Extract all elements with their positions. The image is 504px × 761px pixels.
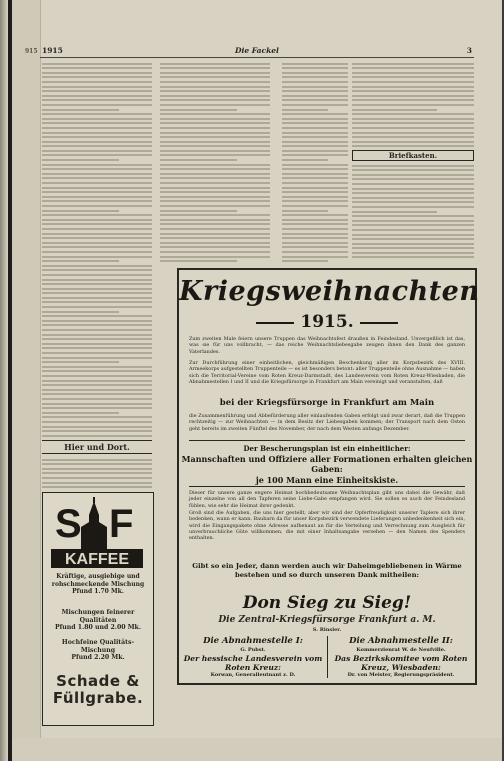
text-line: [160, 118, 270, 120]
text-line: [42, 361, 119, 363]
ad-slogan: [45, 673, 151, 707]
text-column-1-bottom: [42, 456, 152, 490]
text-line: [42, 210, 119, 212]
heading-mannschaften: Mannschaften und Offiziere aller Formationen erhalten gleichen Gaben:: [181, 454, 473, 474]
abnahmestelle-2-heading: Die Abnahmestelle II:: [349, 636, 453, 646]
text-line: [42, 187, 152, 189]
text-line: [352, 188, 474, 190]
text-line: [282, 109, 328, 111]
divider: [189, 486, 465, 487]
text-line: [42, 177, 152, 179]
text-line: [352, 252, 474, 254]
text-line: [282, 196, 348, 198]
text-line: [42, 468, 152, 470]
text-line: [352, 99, 474, 101]
text-line: [282, 214, 348, 216]
text-line: [160, 72, 270, 74]
text-line: [160, 182, 270, 184]
text-line: [282, 233, 348, 235]
text-line: [282, 168, 348, 170]
text-line: [160, 223, 270, 225]
text-line: [282, 191, 348, 193]
text-line: [282, 242, 348, 244]
left-margin-strip: [12, 0, 41, 761]
announcement-year: [179, 312, 475, 332]
text-line: [282, 173, 348, 175]
text-line: [42, 95, 152, 97]
text-line: [282, 219, 348, 221]
text-line: [160, 122, 270, 124]
header-rule: [40, 57, 474, 58]
text-line: [160, 81, 270, 83]
text-line: [42, 136, 152, 138]
text-line: [352, 72, 474, 74]
text-line: [160, 63, 270, 65]
text-line: [160, 127, 270, 129]
text-line: [352, 104, 474, 106]
intro-paragraph: Zum zweiten Male feiern unsere Truppen das Weihnachtsfest draußen in Feindesland. Unvergeßlich ist das, was sie für uns vollbracht, — das reiche Weihnachtsliebesgabe zeugen ihnen den Dank des ganzen Vaterlandes.: [189, 336, 465, 355]
text-line: [42, 205, 152, 207]
text-line: [42, 168, 152, 170]
text-line: [42, 265, 152, 267]
text-line: [42, 329, 152, 331]
text-line: [42, 76, 152, 78]
column-divider: [327, 636, 328, 678]
ad-offer-2-price: Pfund 2.20 Mk.: [71, 654, 125, 662]
text-line: [42, 191, 152, 193]
text-line: [282, 67, 348, 69]
text-line: [42, 389, 152, 391]
text-line: [352, 141, 474, 143]
abnahmestelle-1-name: G. Pubst.: [240, 647, 266, 653]
text-line: [160, 256, 270, 258]
svg-text:F: F: [109, 502, 134, 546]
paragraph-4: Dieser für unsere ganze engere Heimat hochbedeutsame Weihnachtsplan gibt uns dabei die Gewähr, daß jeder einzelne von all den Tapferen seine Liebe-Gabe empfangen wird. Sie sollen es auch der Feindesland fühlen, wie sehr die Heimat ihrer gedenkt.: [189, 490, 465, 509]
text-line: [352, 113, 474, 115]
text-line: [160, 242, 270, 244]
text-line: [282, 127, 348, 129]
text-line: [42, 145, 152, 147]
text-line: [160, 200, 270, 202]
text-line: [352, 192, 474, 194]
text-line: [352, 220, 474, 222]
heading-bescherungsplan: Der Bescherungsplan ist ein einheitlicher:: [243, 444, 411, 453]
text-line: [42, 67, 152, 69]
text-column-4-top: [352, 60, 474, 148]
abnahmestelle-1: [183, 636, 323, 679]
text-line: [42, 324, 152, 326]
text-line: [42, 357, 152, 359]
text-line: [282, 72, 348, 74]
text-line: [42, 274, 152, 276]
text-line: [42, 122, 152, 124]
text-line: [42, 242, 152, 244]
section-hier-label: Hier und Dort.: [64, 442, 130, 452]
text-line: [42, 352, 152, 354]
header-title: Die Fackel: [235, 46, 279, 55]
text-line: [352, 95, 474, 97]
text-line: [282, 86, 348, 88]
abnahmestelle-1-heading: Die Abnahmestelle I:: [203, 636, 303, 646]
text-line: [160, 104, 270, 106]
text-line: [42, 246, 152, 248]
text-line: [42, 86, 152, 88]
text-line: [42, 407, 152, 409]
text-line: [42, 283, 152, 285]
margin-text: 915: [25, 48, 38, 55]
page-header: [40, 46, 480, 56]
text-line: [42, 219, 152, 221]
briefkasten-box: [352, 150, 474, 161]
ad-offer-1-price: Pfund 1.80 und 2.00 Mk.: [54, 624, 141, 632]
text-line: [160, 233, 270, 235]
abnahmestelle-2-name: Kommerzienrat W. de Neufville.: [356, 647, 446, 653]
text-line: [352, 238, 474, 240]
text-line: [282, 95, 348, 97]
text-line: [160, 95, 270, 97]
text-line: [352, 67, 474, 69]
text-line: [352, 86, 474, 88]
text-line: [42, 154, 152, 156]
heading-gibt-so-ein-jeder: Gibt so ein Jeder, dann werden auch wir Daheimgebliebenen in Wärme bestehen und so durch unseren Dank mitheilen:: [192, 562, 462, 579]
text-line: [42, 228, 152, 230]
text-line: [160, 132, 270, 134]
text-column-4-bottom: [352, 162, 474, 262]
text-line: [42, 118, 152, 120]
text-line: [282, 251, 348, 253]
text-line: [160, 168, 270, 170]
year-label: 1915.: [300, 312, 354, 332]
text-line: [42, 477, 152, 479]
text-line: [42, 200, 152, 202]
text-line: [352, 211, 437, 213]
text-line: [160, 141, 270, 143]
text-line: [352, 247, 474, 249]
text-line: [352, 169, 474, 171]
text-line: [282, 63, 348, 65]
ad-sub-text: Kräftige, ausgiebige und rohschmeckende Mischung: [51, 573, 145, 588]
text-line: [42, 416, 152, 418]
text-line: [42, 63, 152, 65]
zentrale-name: Die Zentral-Kriegsfürsorge Frankfurt a. M.: [218, 615, 436, 625]
text-line: [160, 196, 270, 198]
page-fold-shadow: [0, 0, 8, 761]
text-line: [282, 187, 348, 189]
skf-kaffee-logo: [49, 497, 145, 569]
text-line: [282, 122, 348, 124]
text-line: [282, 81, 348, 83]
text-line: [160, 246, 270, 248]
text-line: [282, 136, 348, 138]
text-line: [42, 412, 119, 414]
text-line: [42, 72, 152, 74]
ad-offer-1-text: Mischungen feinerer Qualitäten: [61, 609, 135, 624]
text-line: [42, 90, 152, 92]
text-line: [352, 127, 474, 129]
text-line: [160, 76, 270, 78]
text-line: [282, 210, 328, 212]
text-line: [282, 141, 348, 143]
text-line: [42, 104, 152, 106]
text-line: [352, 197, 474, 199]
text-line: [42, 127, 152, 129]
text-line: [42, 164, 152, 166]
text-line: [160, 187, 270, 189]
header-page-number: 3: [466, 46, 472, 55]
text-line: [160, 219, 270, 221]
coffee-advertisement: [42, 492, 154, 726]
text-line: [42, 486, 152, 488]
logo-product: KAFFEE: [65, 551, 129, 568]
text-line: [42, 182, 152, 184]
ad-offer-1: [47, 609, 149, 632]
text-line: [282, 223, 348, 225]
text-line: [42, 472, 152, 474]
text-line: [42, 315, 152, 317]
paragraph-3: die Zusammenführung und Abbefürderung aller einlaufenden Gaben erfolgt und zwar derart, daß die Truppen rechtzeitig — zur Weihnachten — in dem Besitz der Liebesgaben kommen; der Transport nach dem Osten geht bereits im zweiten Fünftel des November, der nach dem Westen anfangs Dezember.: [189, 413, 465, 432]
text-line: [282, 154, 348, 156]
text-line: [42, 251, 152, 253]
ad-offer-2-text: Hochfeine Qualitäts-Mischung: [61, 639, 135, 654]
text-line: [160, 177, 270, 179]
abnahmestelle-1-org: Der hessische Landesverein vom Roten Kreuz:: [183, 654, 323, 672]
text-line: [42, 214, 152, 216]
text-line: [352, 234, 474, 236]
abnahmestelle-2: [331, 636, 471, 679]
text-line: [282, 99, 348, 101]
text-line: [160, 173, 270, 175]
text-line: [352, 118, 474, 120]
text-line: [160, 109, 237, 111]
text-line: [42, 334, 152, 336]
slogan-von-sieg-zu-sieg: Don Sieg zu Sieg!: [242, 593, 412, 613]
header-year: 1915: [42, 46, 63, 55]
text-line: [352, 243, 474, 245]
text-line: [42, 393, 152, 395]
text-line: [352, 109, 437, 111]
text-line: [282, 132, 348, 134]
text-line: [42, 237, 152, 239]
section-hier-und-dort: [42, 442, 152, 452]
text-line: [352, 174, 474, 176]
paragraph-2: Zur Durchführung einer einheitlichen, gleichmäßigen Beschenkung aller im Korpsbezirk des XVIII. Armeekorps aufgestellten Truppenteile — es ist besonders betont: aller Truppenteile ohne Ausnahme — haben sich die Territorial-Vereine vom Roten Kreuz-Darmstadt, des Landesverein vom Roten Kreuz-Wiesbaden, die Abnahmestellen I und II und die Kriegsfürsorge in Frankfurt am Main vereinigt und veranstalten, daß: [189, 360, 465, 385]
text-line: [42, 81, 152, 83]
text-line: [160, 154, 270, 156]
text-line: [352, 178, 474, 180]
text-line: [42, 347, 152, 349]
text-line: [42, 288, 152, 290]
ad-slogan-line-1: Schade &: [56, 672, 140, 690]
text-line: [42, 343, 152, 345]
text-line: [42, 297, 152, 299]
text-line: [160, 90, 270, 92]
text-line: [42, 256, 152, 258]
text-line: [42, 99, 152, 101]
text-line: [42, 173, 152, 175]
text-line: [160, 150, 270, 152]
text-line: [42, 320, 152, 322]
text-line: [160, 86, 270, 88]
text-line: [42, 421, 152, 423]
text-line: [160, 210, 237, 212]
text-line: [282, 182, 348, 184]
text-line: [160, 228, 270, 230]
svg-text:S: S: [55, 502, 82, 546]
page-bottom-margin: [12, 738, 502, 761]
text-line: [160, 191, 270, 193]
text-line: [160, 205, 270, 207]
text-line: [160, 159, 237, 161]
text-line: [42, 223, 152, 225]
text-line: [352, 136, 474, 138]
heading-kriegsfuersorge: bei der Kriegsfürsorge in Frankfurt am Main: [219, 398, 435, 408]
text-column-2: [160, 60, 270, 265]
text-line: [352, 183, 474, 185]
text-line: [42, 301, 152, 303]
text-line: [42, 109, 119, 111]
text-line: [282, 205, 348, 207]
text-line: [282, 150, 348, 152]
text-line: [42, 463, 152, 465]
ad-sub-price: Pfund 1.70 Mk.: [72, 588, 124, 596]
text-line: [42, 279, 152, 281]
paragraph-5: Groß sind die Aufgaben, die uns hier gestellt, aber wir sind der Opferfreudigkeit unserer Taplere sich ihrer bedenken, wann er kann. Baubarn da für unser Korpsbezirk verwendete Lieferungen unbedenkenheit sich ein, wird die Eingangspakete ohne Adresse aufbenaut an für die Verteilung und Verrechnung zum Ausgleich für unverbrauchliche Güte willkommen, die mit einer Inhaltsangabe versehen — den Namen des Spenders enthalten.: [189, 510, 465, 542]
text-line: [352, 215, 474, 217]
text-line: [352, 132, 474, 134]
text-line: [42, 159, 119, 161]
ad-slogan-line-2: Füllgrabe.: [52, 689, 144, 707]
ad-subtitle: [47, 573, 149, 596]
text-line: [282, 256, 348, 258]
text-line: [42, 430, 152, 432]
text-line: [42, 370, 152, 372]
text-line: [42, 141, 152, 143]
text-line: [282, 90, 348, 92]
abnahmestelle-2-sign: Dr. von Meister, Regierungspräsident.: [347, 672, 455, 678]
text-line: [42, 435, 152, 437]
text-line: [42, 398, 152, 400]
text-line: [352, 224, 474, 226]
text-line: [352, 122, 474, 124]
kriegsweihnachten-announcement: [177, 268, 480, 685]
text-line: [42, 459, 152, 461]
text-line: [42, 380, 152, 382]
text-line: [42, 196, 152, 198]
text-line: [282, 159, 328, 161]
text-column-1: [42, 60, 152, 440]
text-line: [42, 150, 152, 152]
text-line: [42, 375, 152, 377]
announcement-title: Kriegsweihnachten: [179, 276, 480, 307]
text-line: [160, 113, 270, 115]
text-line: [282, 260, 328, 262]
text-line: [42, 233, 152, 235]
text-line: [160, 260, 237, 262]
text-line: [352, 81, 474, 83]
text-line: [42, 366, 152, 368]
text-line: [160, 145, 270, 147]
text-line: [42, 311, 119, 313]
text-line: [352, 145, 474, 147]
text-line: [352, 201, 474, 203]
text-line: [42, 482, 152, 484]
text-line: [42, 260, 119, 262]
zentrale-signature: S. Rinsler.: [312, 627, 342, 633]
text-line: [42, 384, 152, 386]
text-line: [42, 132, 152, 134]
text-line: [42, 292, 152, 294]
abnahmestelle-1-sign: Korwan, Generalleutnant z. D.: [210, 672, 296, 678]
text-line: [352, 229, 474, 231]
text-line: [42, 306, 152, 308]
text-line: [352, 76, 474, 78]
text-line: [160, 136, 270, 138]
text-line: [282, 164, 348, 166]
text-line: [282, 76, 348, 78]
text-line: [352, 165, 474, 167]
text-line: [282, 200, 348, 202]
text-line: [282, 246, 348, 248]
text-line: [160, 251, 270, 253]
text-line: [160, 164, 270, 166]
text-line: [282, 177, 348, 179]
text-line: [282, 118, 348, 120]
text-line: [160, 67, 270, 69]
text-line: [352, 256, 474, 258]
text-line: [282, 104, 348, 106]
text-line: [282, 113, 348, 115]
text-line: [282, 145, 348, 147]
briefkasten-label: Briefkasten.: [388, 151, 438, 160]
text-line: [160, 99, 270, 101]
text-line: [42, 338, 152, 340]
text-column-3b: [282, 60, 348, 265]
text-line: [282, 228, 348, 230]
text-line: [42, 113, 152, 115]
text-line: [160, 237, 270, 239]
ad-offer-2: [47, 639, 149, 662]
text-line: [352, 206, 474, 208]
text-line: [352, 63, 474, 65]
heading-einheitskiste: je 100 Mann eine Einheitskiste.: [255, 475, 399, 485]
abnahmestelle-2-org: Das Bezirkskomitee vom Roten Kreuz, Wiesbaden:: [334, 654, 468, 672]
text-line: [282, 237, 348, 239]
text-line: [42, 403, 152, 405]
text-line: [42, 426, 152, 428]
divider: [189, 440, 465, 441]
text-line: [42, 269, 152, 271]
text-line: [352, 90, 474, 92]
text-line: [160, 214, 270, 216]
